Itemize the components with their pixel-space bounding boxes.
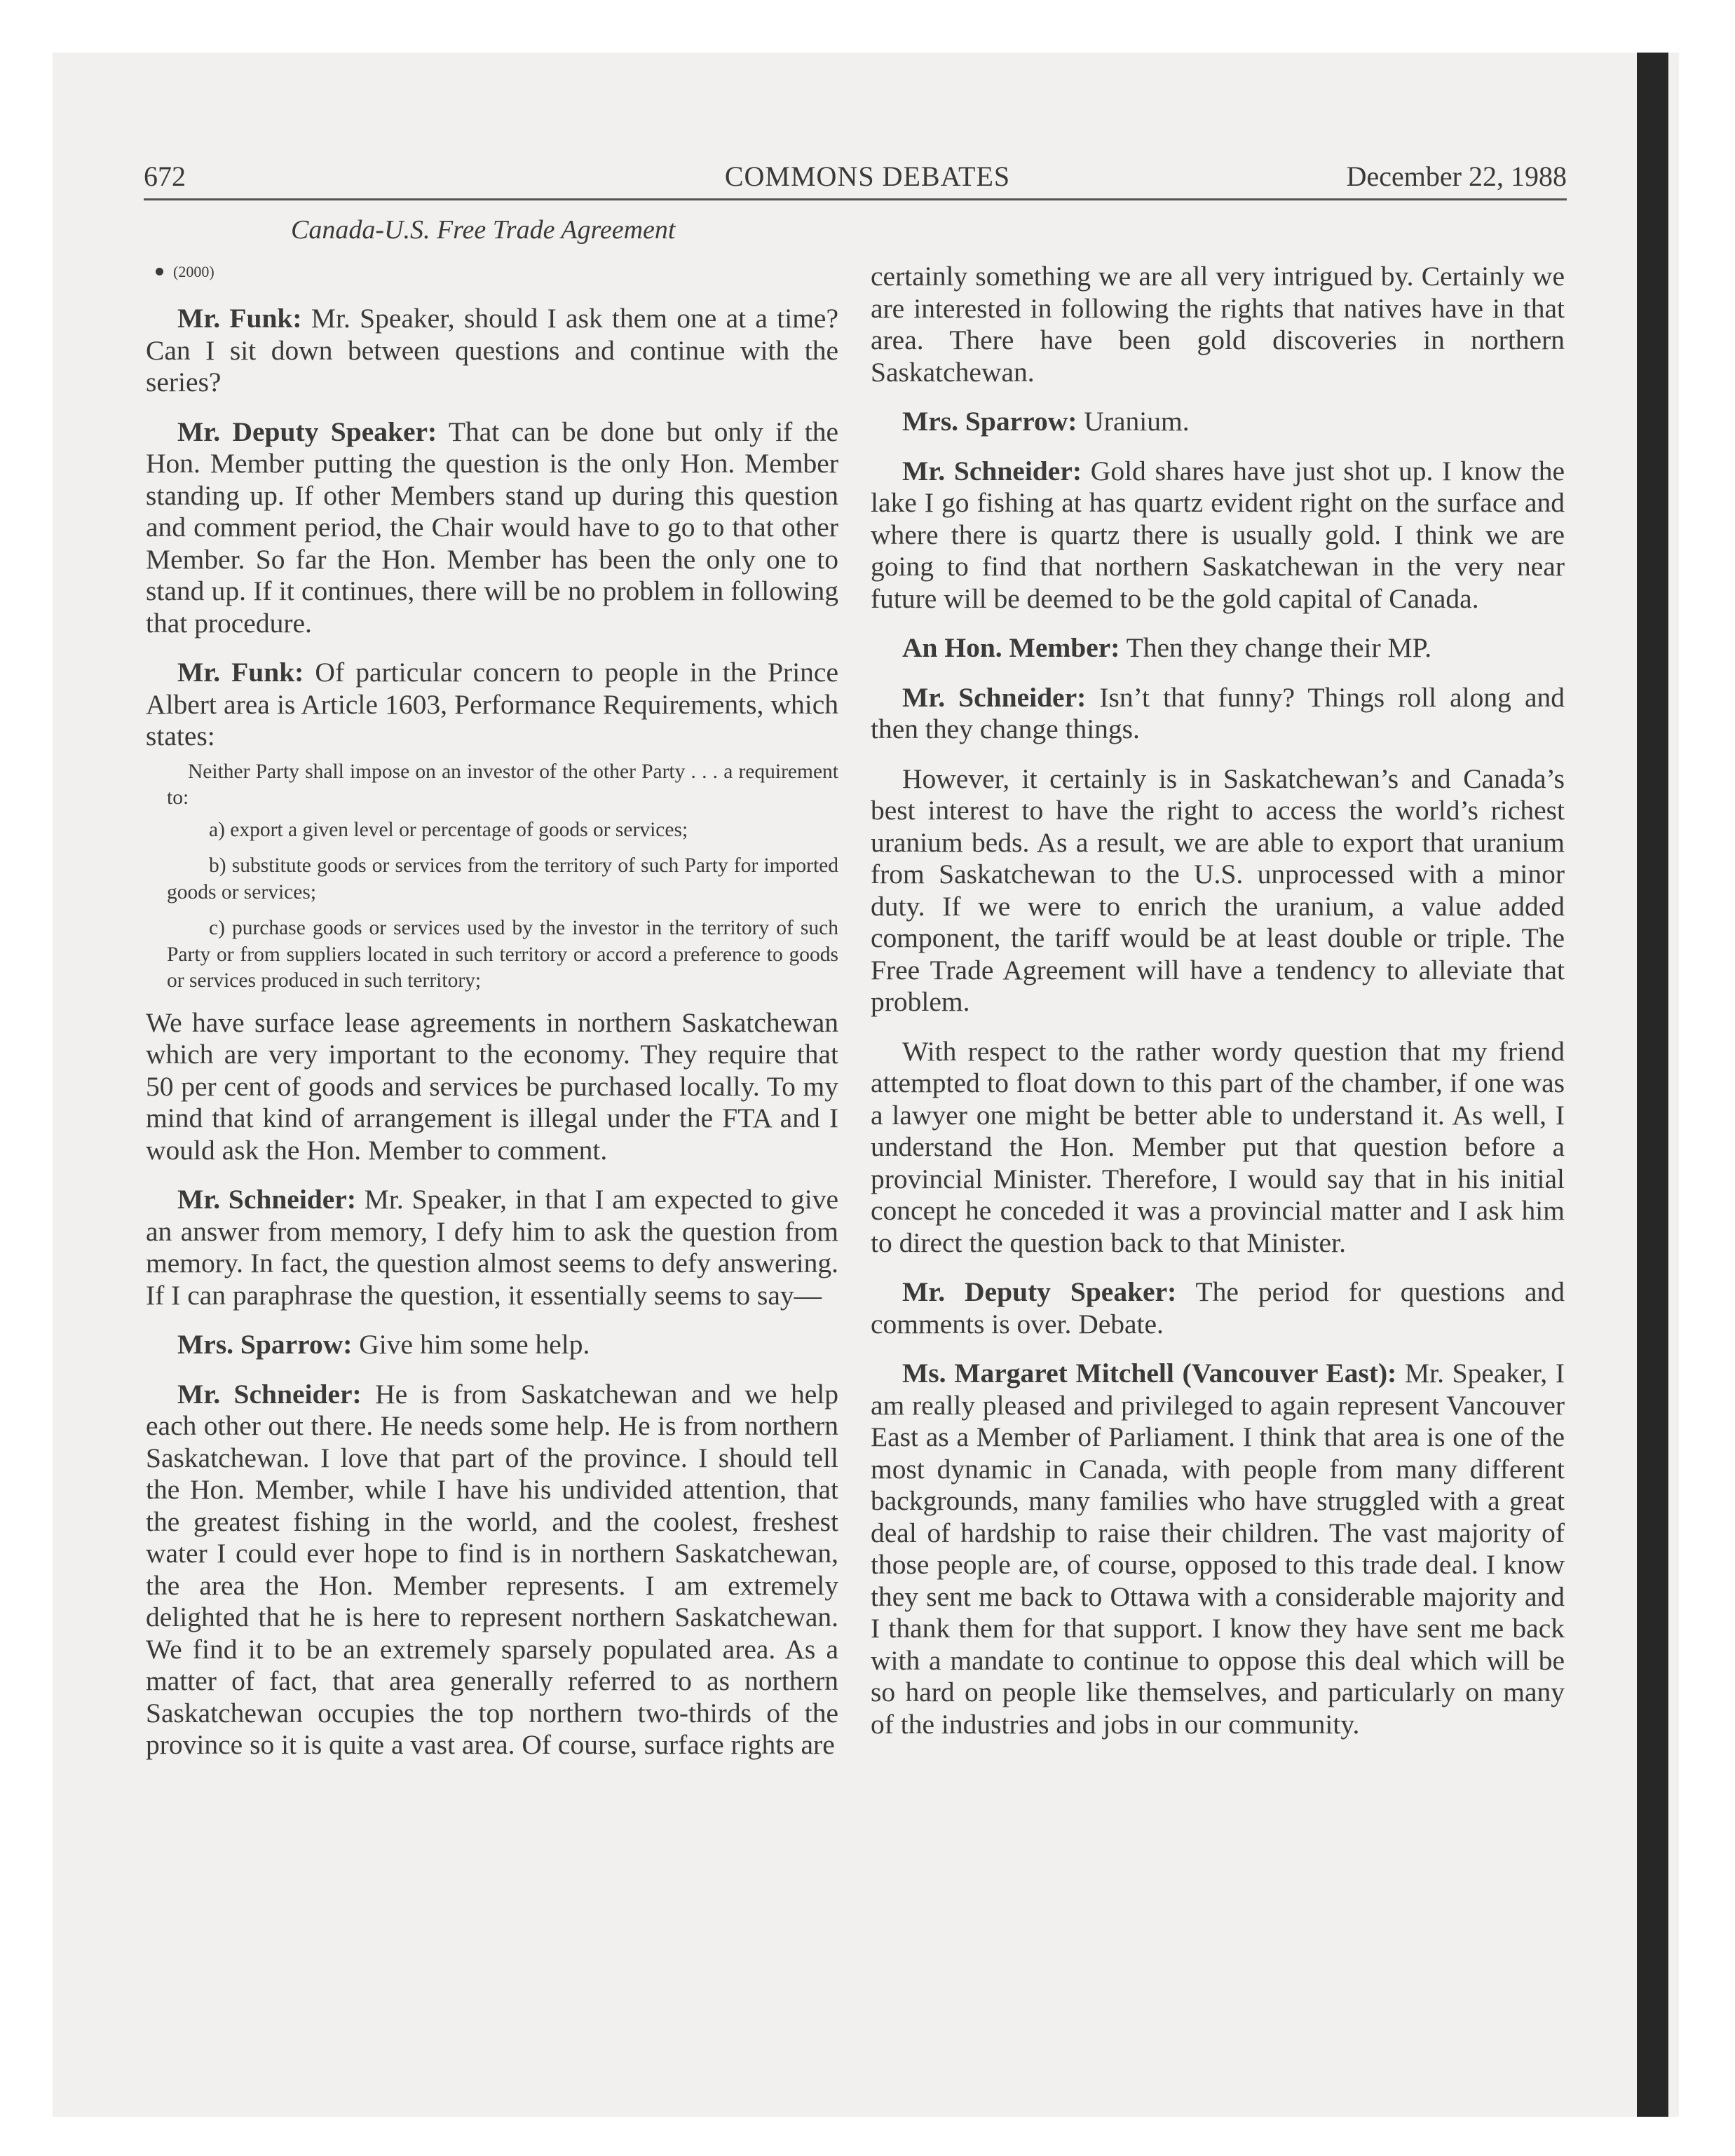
quote-item-b: b) substitute goods or services from the territory of such Party for imported goods or services; xyxy=(167,854,838,903)
paragraph: With respect to the rather wordy question that my friend attempted to float down to this part of the chamber, if one was a lawyer one might be better able to understand it. As well, I understand the Hon. Member put that question before a provincial Minister. Therefore, I would say that in his initial concept he conceded it was a provincial matter and I ask him to direct the question back to that Minister. xyxy=(871,1035,1565,1258)
time-marker-label: (2000) xyxy=(173,263,215,280)
speaker-name: Mr. Deputy Speaker: xyxy=(902,1276,1177,1307)
quote-item-a: a) export a given level or percentage of goods or services; xyxy=(209,818,688,841)
time-marker xyxy=(156,261,215,282)
speaker-name: Mrs. Sparrow: xyxy=(177,1329,353,1360)
scan-edge-shadow xyxy=(1637,53,1668,2117)
paragraph: However, it certainly is in Saskatchewan’s and Canada’s best interest to have the right to access the world’s richest uranium beds. As a result, we are able to export that uranium from Saskatchewan to the U.S. unprocessed with a minor duty. If we were to enrich the uranium, a value added component, the tariff would be at least double or triple. The Free Trade Agreement will have a tendency to alleviate that problem. xyxy=(871,763,1565,1017)
paragraph-text: Mr. Speaker, should I ask them one at a time? Can I sit down between questions and continue with the series? xyxy=(146,303,838,397)
paragraph-text: Give him some help. xyxy=(352,1329,590,1360)
speaker-name: Mr. Schneider: xyxy=(177,1378,362,1410)
right-column xyxy=(871,261,1565,1758)
paragraph xyxy=(871,406,1565,438)
block-quote xyxy=(146,759,838,995)
paragraph-text: The period for questions and comments is over. Debate. xyxy=(871,1276,1565,1339)
speaker-name: Ms. Margaret Mitchell (Vancouver East): xyxy=(902,1358,1397,1389)
paragraph xyxy=(146,416,838,640)
speaker-name: Mr. Schneider: xyxy=(902,681,1087,713)
paragraph xyxy=(871,1276,1565,1340)
paragraph-text: Isn’t that funny? Things roll along and then they change things. xyxy=(871,681,1565,744)
paragraph xyxy=(146,1379,838,1761)
page-number: 672 xyxy=(144,161,186,192)
bullet-icon xyxy=(156,268,163,275)
header-rule xyxy=(144,198,1567,200)
paragraph xyxy=(871,682,1565,746)
paragraph-text: Gold shares have just shot up. I know the lake I go fishing at has quartz evident right on the surface and where there is quartz there is usually gold. I think we are going to find that northern Saskatchewan in the very near future will be deemed to be the gold capital of Canada. xyxy=(871,455,1565,614)
paragraph-text: Mr. Speaker, in that I am expected to give an answer from memory, I defy him to ask the question from memory. In fact, the question almost seems to defy answering. If I can paraphrase the question, it essentially seems to say— xyxy=(146,1184,838,1311)
speaker-name: An Hon. Member: xyxy=(902,632,1120,663)
section-subhead: Canada-U.S. Free Trade Agreement xyxy=(291,215,676,245)
paragraph-text: That can be done but only if the Hon. Member putting the question is the only Hon. Member standing up. If other Members stand up during this question and comment period, the Chair would have to go to that other Member. So far the Hon. Member has been the only one to stand up. If it continues, there will be no problem in following that procedure. xyxy=(146,416,838,639)
speaker-name: Mr. Schneider: xyxy=(177,1184,356,1215)
paragraph: certainly something we are all very intrigued by. Certainly we are interested in following the rights that natives have in that area. There have been gold discoveries in northern Saskatchewan. xyxy=(871,261,1565,388)
page-date: December 22, 1988 xyxy=(1346,161,1567,192)
paragraph xyxy=(146,1329,838,1361)
paragraph: We have surface lease agreements in northern Saskatchewan which are very important to the economy. They require that 50 per cent of goods and services be purchased locally. To my mind that kind of arrangement is illegal under the FTA and I would ask the Hon. Member to comment. xyxy=(146,1007,838,1166)
speaker-name: Mr. Deputy Speaker: xyxy=(177,416,437,447)
quote-item-c: c) purchase goods or services used by the investor in the territory of such Party or from suppliers located in such territory or accord a preference to goods or services produced in such territory; xyxy=(167,917,838,992)
paragraph-text: Mr. Speaker, I am really pleased and privileged to again represent Vancouver East as a Member of Parliament. I think that area is one of the most dynamic in Canada, with people from many different backgrounds, many families who have struggled with a great deal of hardship to raise their children. The vast majority of those people are, of course, opposed to this trade deal. I know they sent me back to Ottawa with a considerable majority and I thank them for that support. I know they have sent me back with a mandate to continue to oppose this deal which will be so hard on people like themselves, and particularly on many of the industries and jobs in our community. xyxy=(871,1358,1565,1740)
speaker-name: Mr. Funk: xyxy=(177,303,302,334)
paragraph-text: Of particular concern to people in the Prince Albert area is Article 1603, Performance Requirements, which states: xyxy=(146,657,838,751)
paragraph xyxy=(871,456,1565,615)
speaker-name: Mr. Funk: xyxy=(177,657,304,688)
paragraph-text: He is from Saskatchewan and we help each other out there. He needs some help. He is from northern Saskatchewan. I love that part of the province. I should tell the Hon. Member, while I have his undivided attention, that the greatest fishing in the world, and the coolest, freshest water I could ever hope to find is in northern Saskatchewan, the area the Hon. Member represents. I am extremely delighted that he is here to represent northern Saskatchewan. We find it to be an extremely sparsely populated area. As a matter of fact, that area generally referred to as northern Saskatchewan occupies the top northern two-thirds of the province so it is quite a vast area. Of course, surface rights are xyxy=(146,1378,838,1760)
left-column xyxy=(146,303,838,1779)
quote-intro: Neither Party shall impose on an investor of the other Party . . . a requirement to: xyxy=(167,760,838,809)
paragraph xyxy=(146,657,838,753)
paragraph-text: Uranium. xyxy=(1077,406,1190,437)
speaker-name: Mrs. Sparrow: xyxy=(902,406,1077,437)
paragraph xyxy=(146,1184,838,1311)
publication-title: COMMONS DEBATES xyxy=(724,161,1011,192)
paragraph-text: Then they change their MP. xyxy=(1120,632,1432,663)
speaker-name: Mr. Schneider: xyxy=(902,455,1082,486)
paragraph xyxy=(146,303,838,399)
paragraph xyxy=(871,632,1565,664)
paragraph xyxy=(871,1358,1565,1740)
